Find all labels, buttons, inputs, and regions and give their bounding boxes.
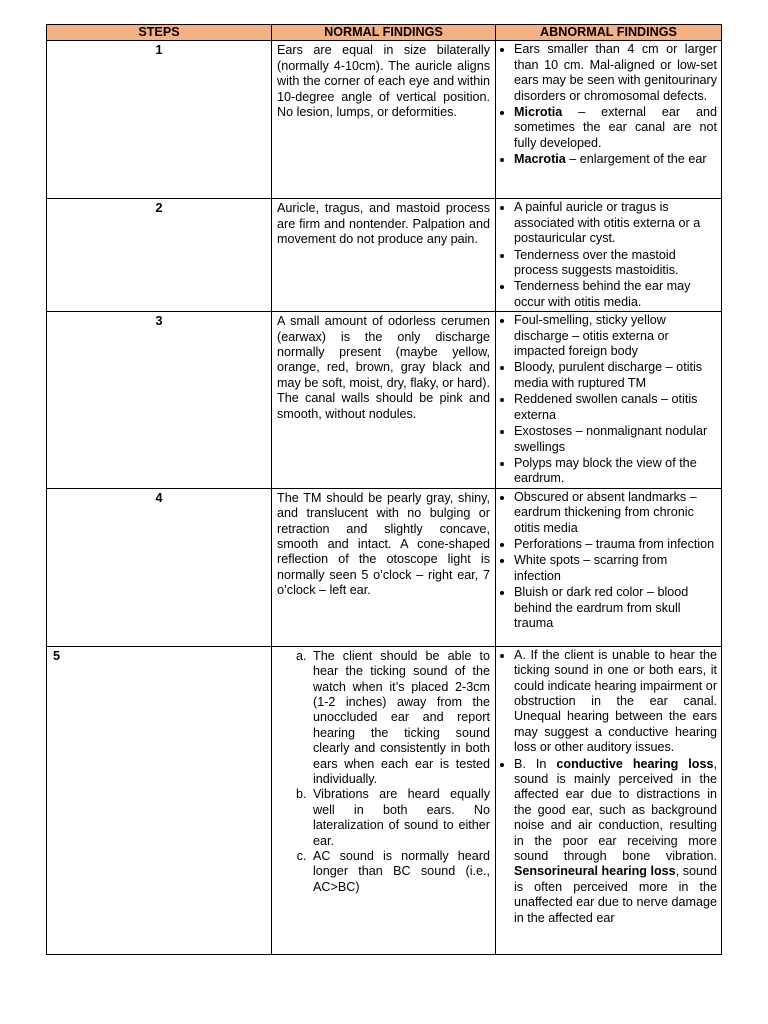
table-row [47,646,722,954]
abnormal-list [500,42,717,167]
step-number: 4 [47,488,272,646]
list-item: • A. If the client is unable to hear the ticking sound in one or both ears, it could indicate hearing impairment or obstruction in the ear canal. Unequal hearing between the ears may suggest a conductive hearing loss or other auditory issues. [514,648,717,756]
abnormal-findings [496,488,722,646]
term: Sensorineural hearing loss [514,864,676,879]
list-item: • Obscured or absent landmarks – eardrum thickening from chronic otitis media [514,490,717,536]
abnormal-list [500,490,717,632]
list-item: • Tenderness over the mastoid process suggests mastoiditis. [514,248,717,279]
abnormal-findings [496,199,722,312]
step-number: 5 [47,646,272,954]
abnormal-list [500,648,717,926]
abnormal-findings [496,646,722,954]
list-item: • Reddened swollen canals – otitis externa [514,392,717,423]
list-item: • Microtia – external ear and sometimes the ear canal are not fully developed. [514,105,717,151]
list-item: • White spots – scarring from infection [514,553,717,584]
list-item: • Bluish or dark red color – blood behind the eardrum from skull trauma [514,585,717,631]
abnormal-list [500,313,717,486]
abnormal-findings-header: ABNORMAL FINDINGS [496,25,722,41]
list-item: • Macrotia – enlargement of the ear [514,152,717,167]
list-item: • Bloody, purulent discharge – otitis media with ruptured TM [514,360,717,391]
step-number: 3 [47,312,272,488]
normal-findings: Ears are equal in size bilaterally (normally 4-10cm). The auricle aligns with the corner of each eye and within 10-degree angle of vertical position. No lesion, lumps, or deformities. [272,41,496,199]
list-item: a. The client should be able to hear the ticking sound of the watch when it’s placed 2-3cm (1-2 inches) away from the unoccluded ear and report hearing the ticking sound clearly and consistently in both ears when each ear is tested individually. [310,649,490,788]
table-row [47,312,722,488]
list-item: c. AC sound is normally heard longer than BC sound (i.e., AC>BC) [310,849,490,895]
header-row [47,25,722,41]
term: Macrotia [514,152,566,167]
list-item: • Polyps may block the view of the eardrum. [514,456,717,487]
list-item: • Tenderness behind the ear may occur with otitis media. [514,279,717,310]
table-row [47,41,722,199]
step-number: 2 [47,199,272,312]
steps-header: STEPS [47,25,272,41]
normal-findings: A small amount of odorless cerumen (earwax) is the only discharge normally present (maybe yellow, orange, red, brown, gray black and may be soft, moist, dry, flaky, or hard). The canal walls should be pink and smooth, without nodules. [272,312,496,488]
normal-findings: Auricle, tragus, and mastoid process are firm and nontender. Palpation and movement do not produce any pain. [272,199,496,312]
list-item: • A painful auricle or tragus is associated with otitis externa or a postauricular cyst. [514,200,717,246]
term: conductive hearing loss [556,756,714,771]
list-item: • Perforations – trauma from infection [514,537,717,552]
abnormal-findings [496,41,722,199]
list-item: b. Vibrations are heard equally well in both ears. No lateralization of sound to either ear. [310,787,490,849]
normal-findings: The TM should be pearly gray, shiny, and translucent with no bulging or retraction and slightly concave, smooth and intact. A cone-shaped reflection of the otoscope light is normally seen 5 o’clock – right ear, 7 o’clock – left ear. [272,488,496,646]
list-item: • B. In conductive hearing loss, sound is mainly perceived in the affected ear due to distractions in the good ear, such as background noise and air conduction, resulting in the poor ear receiving more sound through bone vibration. Sensorineural hearing loss, sound is often perceived more in the unaffected ear due to nerve damage in the affected ear [514,757,717,926]
table-row [47,199,722,312]
findings-table [46,24,722,955]
abnormal-findings [496,312,722,488]
normal-findings-header: NORMAL FINDINGS [272,25,496,41]
list-item: • Ears smaller than 4 cm or larger than 10 cm. Mal-aligned or low-set ears may be seen with genitourinary disorders or chromosomal defects. [514,42,717,104]
term: Microtia [514,105,563,120]
abnormal-list [500,200,717,310]
step-number: 1 [47,41,272,199]
table-row [47,488,722,646]
normal-findings [272,646,496,954]
list-item: • Foul-smelling, sticky yellow discharge – otitis externa or impacted foreign body [514,313,717,359]
normal-list [278,649,490,896]
list-item: • Exostoses – nonmalignant nodular swellings [514,424,717,455]
